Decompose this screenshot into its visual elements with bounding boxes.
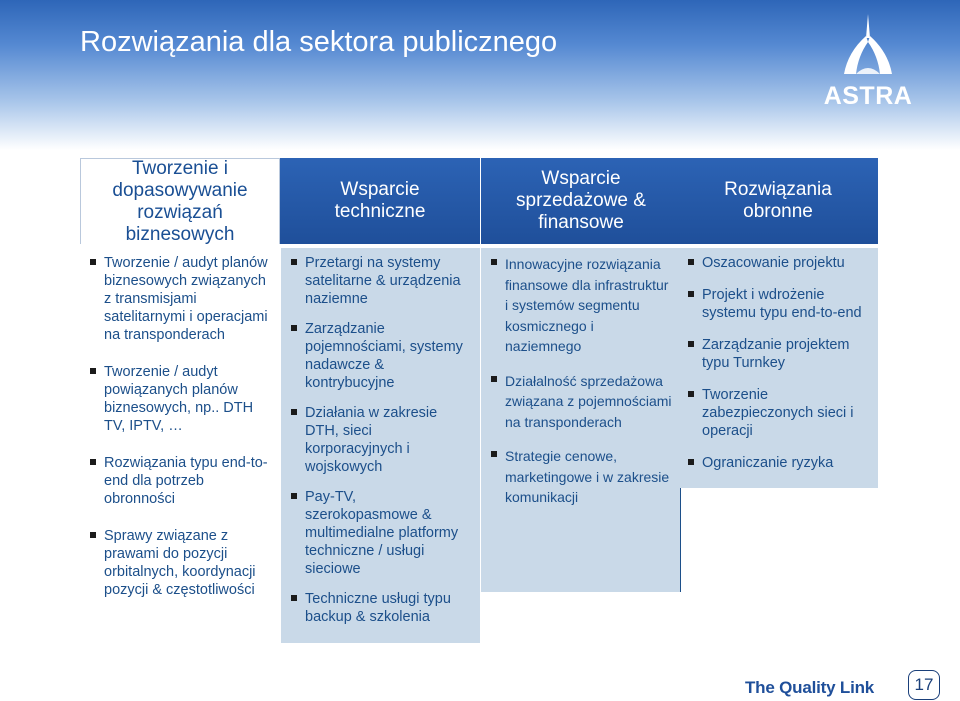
column-body [280,248,480,643]
list-item: Zarządzanie pojemnościami, systemy nadawcze & kontrybucyjne [289,320,472,392]
bullet-icon [291,325,297,331]
column-heading: Tworzenie i dopasowywanie rozwiązań biznesowych [80,158,280,244]
bullet-icon [491,451,497,457]
bullet-icon [90,532,96,538]
column-body [80,248,280,618]
bullet-icon [291,493,297,499]
list-item: Tworzenie / audyt powiązanych planów biznesowych, np.. DTH TV, IPTV, … [88,363,272,435]
bullet-icon [688,259,694,265]
list-item: Rozwiązania typu end-to-end dla potrzeb obronności [88,454,272,508]
slide-header [0,0,960,150]
list-item: Tworzenie / audyt planów biznesowych związanych z transmisjami satelitarnymi i operacjami na transponderach [88,254,272,344]
column-heading: Wsparcie techniczne [280,158,480,244]
column-heading: Rozwiązania obronne [678,158,878,244]
astra-logo-icon [840,12,896,78]
list-item: Sprawy związane z prawami do pozycji orbitalnych, koordynacji pozycji & częstotliwości [88,527,272,599]
column-body [678,248,878,488]
list-item: Tworzenie zabezpieczonych sieci i operacji [686,386,870,440]
footer-tagline: The Quality Link [745,678,875,697]
astra-logo [818,12,918,112]
bullet-icon [688,391,694,397]
list-item: Strategie cenowe, marketingowe i w zakresie komunikacji [489,446,672,508]
bullet-icon [291,595,297,601]
bullet-icon [491,259,497,265]
bullet-icon [688,291,694,297]
page-number: 17 [908,670,940,700]
bullet-icon [688,341,694,347]
list-item: Działalność sprzedażowa związana z pojemnościami na transponderach [489,371,672,433]
bullet-icon [491,376,497,382]
list-item: Projekt i wdrożenie systemu typu end-to-end [686,286,870,322]
list-item: Techniczne usługi typu backup & szkolenia [289,590,472,626]
bullet-icon [688,459,694,465]
bullet-icon [291,409,297,415]
astra-logo-text: ASTRA [823,82,913,110]
list-item: Ograniczanie ryzyka [686,454,870,472]
bullet-icon [90,259,96,265]
column-body [481,248,681,592]
bullet-icon [291,259,297,265]
list-item: Działania w zakresie DTH, sieci korporacyjnych i wojskowych [289,404,472,476]
slide-title: Rozwiązania dla sektora publicznego [80,26,558,58]
column-heading: Wsparcie sprzedażowe & finansowe [481,158,681,244]
bullet-icon [90,459,96,465]
list-item: Zarządzanie projektem typu Turnkey [686,336,870,372]
bullet-icon [90,368,96,374]
list-item: Pay-TV, szerokopasmowe & multimedialne platformy techniczne / usługi sieciowe [289,488,472,578]
list-item: Innowacyjne rozwiązania finansowe dla infrastruktur i systemów segmentu kosmicznego i naziemnego [489,254,672,357]
list-item: Oszacowanie projektu [686,254,870,272]
list-item: Przetargi na systemy satelitarne & urządzenia naziemne [289,254,472,308]
